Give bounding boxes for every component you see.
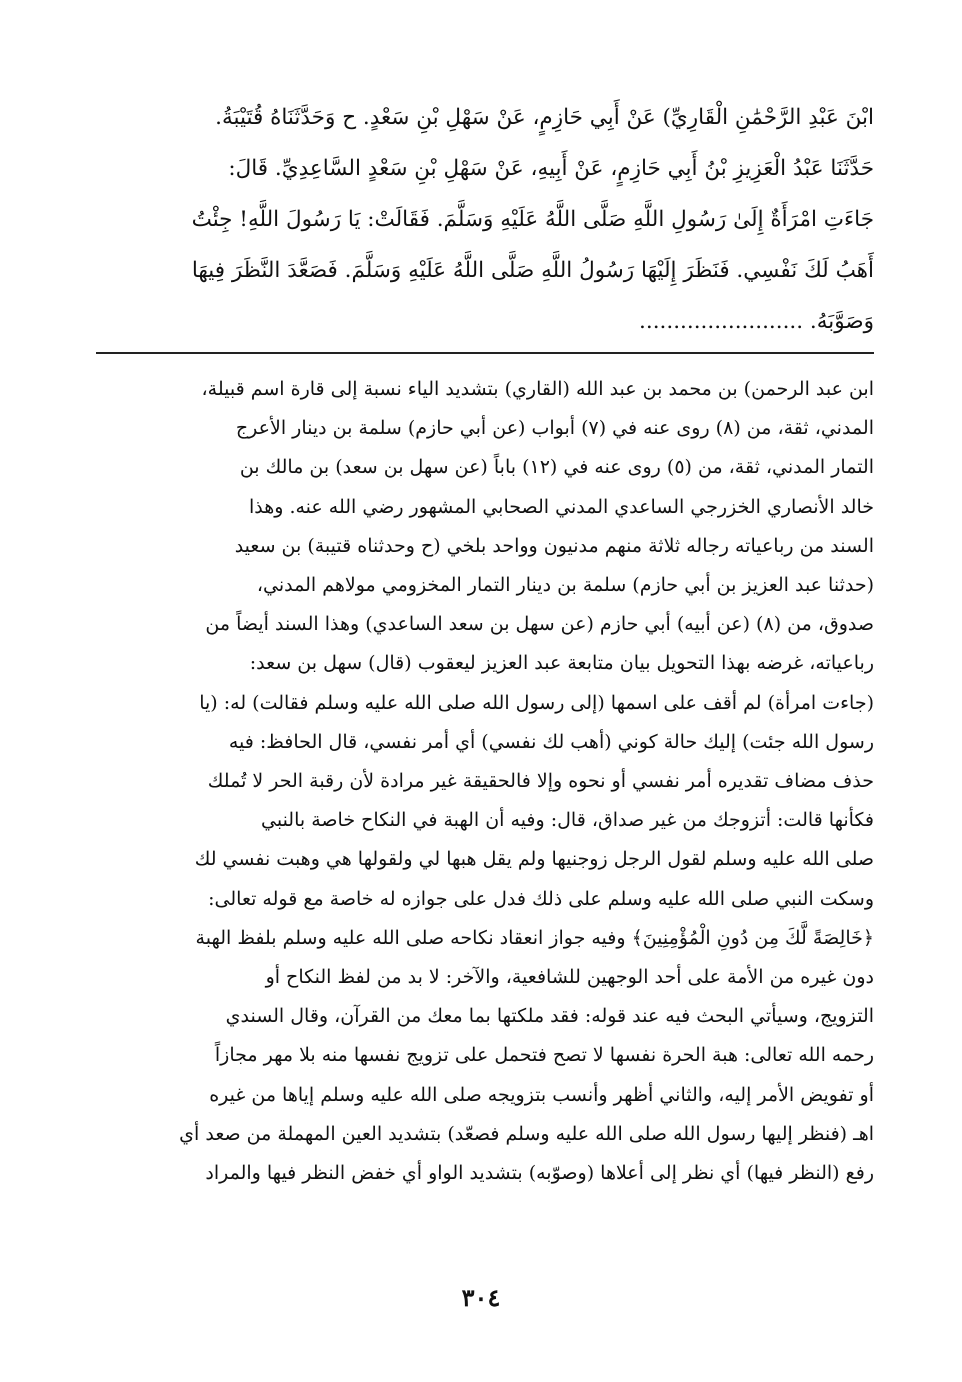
commentary-line: وسكت النبي صلى الله عليه وسلم على ذلك فدل على جوازه له خاصة مع قوله تعالى: bbox=[208, 887, 874, 910]
commentary-line: (جاءت امرأة) لم أقف على اسمها (إلى رسول الله صلى الله عليه وسلم فقالت) له: (يا bbox=[199, 691, 874, 714]
section-divider bbox=[96, 352, 874, 354]
commentary-line: رباعياته، غرضه بهذا التحويل بيان متابعة عبد العزيز ليعقوب (قال) سهل بن سعد: bbox=[249, 652, 874, 675]
page-number: ٣٠٤ bbox=[461, 1283, 501, 1312]
commentary-line: رسول الله جئت) إليك حالة كوني (أهب لك نفسي) أي أمر نفسي، قال الحافظ: فيه bbox=[228, 730, 874, 753]
hadith-line: حَدَّثَنَا عَبْدُ الْعَزِيزِ بْنُ أَبِي حَازِمٍ، عَنْ أَبِيهِ، عَنْ سَهْلِ بْنِ سَعْدٍ السَّاعِدِيِّ. قَالَ: bbox=[228, 156, 874, 181]
hadith-text bbox=[96, 92, 874, 347]
commentary-line: ابن عبد الرحمن) بن محمد بن عبد الله (القاري) بتشديد الياء نسبة إلى قارة اسم قبيلة، bbox=[201, 378, 874, 400]
hadith-line: جَاءَتِ امْرَأَةٌ إِلَىٰ رَسُولِ اللَّهِ صَلَّى اللَّهُ عَلَيْهِ وَسَلَّمَ. فَقَالَتْ: يَا رَسُولَ اللَّهِ! جِئْتُ bbox=[191, 207, 874, 232]
commentary-line: صدوق، من (٨) (عن أبيه) أبي حازم (عن سهل بن سعد الساعدي) وهذا السند أيضاً من bbox=[205, 613, 874, 636]
commentary-line: رفع (النظر فيها) أي نظر إلى أعلاها (وصوّبه) بتشديد الواو أي خفض النظر فيها والمراد bbox=[205, 1162, 874, 1185]
commentary-line: التزويج، وسيأتي البحث فيه عند قوله: فقد ملكتها بما معك من القرآن، وقال السندي bbox=[225, 1005, 874, 1028]
commentary-line: حذف مضاف تقديره أمر نفسي أو نحوه وإلا فالحقيقة غير مرادة لأن رقبة الحر لا تُملك bbox=[207, 770, 874, 793]
commentary-line: دون غيره من الأمة على أحد الوجهين للشافعية، والآخر: لا بد من لفظ النكاح أو bbox=[265, 966, 874, 989]
commentary-line: صلى الله عليه وسلم لقول الرجل زوجنيها ولم يقل هبها لي ولقولها هي وهبت نفسي لك bbox=[194, 848, 874, 871]
hadith-line: ابْنَ عَبْدِ الرَّحْمَٰنِ الْقَارِيِّ) عَنْ أَبِي حَازِمٍ، عَنْ سَهْلِ بْنِ سَعْدٍ. ح وَحَدَّثَنَاهُ قُتَيْبَةُ. bbox=[215, 105, 874, 130]
commentary-line: التمار المدني، ثقة، من (٥) روى عنه في (١٢) باباً (عن سهل بن سعد) بن مالك بن bbox=[239, 456, 874, 479]
commentary-line: اهـ (فنظر إليها رسول الله صلى الله عليه وسلم فصعّد) بتشديد العين المهملة من صعد أي bbox=[179, 1122, 874, 1145]
commentary-line: خالد الأنصاري الخزرجي الساعدي المدني الصحابي المشهور رضي الله عنه. وهذا bbox=[248, 495, 874, 518]
commentary-line: ﴿خَالِصَةً لَّكَ مِن دُونِ الْمُؤْمِنِينَ﴾ وفيه جواز انعقاد نكاحه صلى الله عليه وسلم بلفظ الهبة bbox=[195, 926, 874, 949]
commentary-line: أو تفويض الأمر إليه، والثاني أظهر وأنسب بتزويجه صلى الله عليه وسلم إياها من غيره bbox=[209, 1083, 874, 1106]
hadith-line: وَصَوَّبَهُ. ........................ bbox=[639, 309, 874, 334]
commentary-line: فكأنها قالت: أتزوجك من غير صداق، قال: وفيه أن الهبة في النكاح خاصة بالنبي bbox=[261, 809, 874, 832]
commentary-text bbox=[96, 370, 874, 1193]
commentary-line: رحمه الله تعالى: هبة الحرة نفسها لا تصح فتحمل على تزويج نفسها منه بلا مهر مجازاً bbox=[214, 1044, 874, 1067]
commentary-line: المدني، ثقة، من (٨) روى عنه في (٧) أبواب (عن أبي حازم) سلمة بن دينار الأعرج bbox=[235, 417, 874, 440]
hadith-line: أَهَبُ لَكَ نَفْسِي. فَنَظَرَ إِلَيْهَا رَسُولُ اللَّهِ صَلَّى اللَّهُ عَلَيْهِ وَسَلَّمَ. فَصَعَّدَ النَّظَرَ فِيهَا bbox=[191, 258, 874, 283]
commentary-line: السند من رباعياته رجاله ثلاثة منهم مدنيون وواحد بلخي (ح وحدثناه قتيبة) بن سعيد bbox=[234, 534, 874, 557]
commentary-line: (حدثنا عبد العزيز بن أبي حازم) سلمة بن دينار التمار المخزومي مولاهم المدني، bbox=[256, 574, 874, 597]
